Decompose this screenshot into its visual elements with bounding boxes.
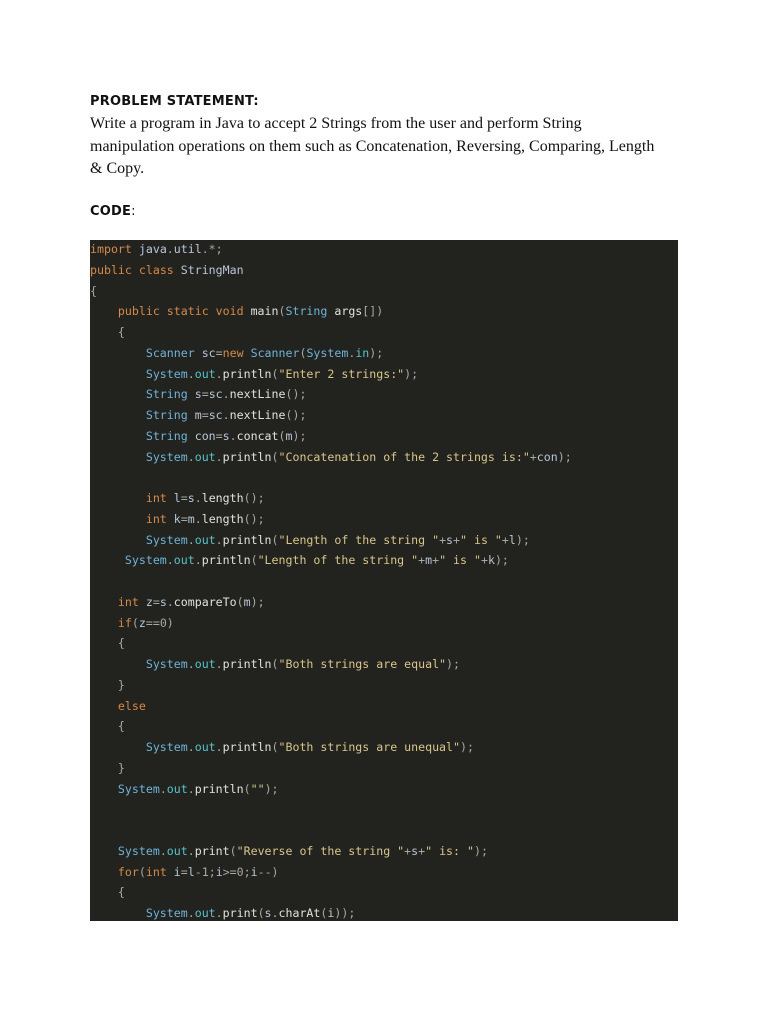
code-line: String m=sc.nextLine(); [145,408,307,422]
code-line: System.out.println("Enter 2 strings:"); [145,366,419,381]
problem-statement-line: Write a program in Java to accept 2 Strings from the user and perform String [90,115,582,132]
code-line: Scanner sc=new Scanner(System.in); [145,345,384,360]
code-line: System.out.println("Both strings are equal"); [145,657,461,671]
problem-statement-line: manipulation operations on them such as Concatenation, Reversing, Comparing, Length [90,137,655,155]
code-line: { [90,283,97,298]
code-line: System.out.println("Both strings are unequal"); [145,740,474,754]
code-line: String s=sc.nextLine(); [145,387,307,402]
code-line: { [117,636,125,651]
code-line: { [117,719,125,734]
problem-statement-heading: PROBLEM STATEMENT: [90,94,259,109]
code-line: int k=m.length(); [145,511,265,526]
code-line: { [117,325,125,339]
code-heading [90,204,136,219]
code-line: public static void main(String args[]) [117,304,384,319]
code-line: System.out.print(s.charAt(i)); [145,906,356,920]
problem-statement-line: & Copy. [90,160,145,177]
code-line: public class StringMan [90,262,244,277]
code-block [90,240,678,921]
code-line: int l=s.length(); [145,491,265,505]
code-line: System.out.println(""); [117,781,279,796]
code-heading-colon: : [131,204,136,219]
code-line: } [117,760,125,775]
code-line: System.out.println("Length of the string "+s+" is "+l); [145,532,530,547]
code-line: import java.util.*; [90,242,223,256]
code-heading-label: CODE [90,204,132,219]
code-line: System.out.println("Concatenation of the 2 strings is:"+con); [145,449,572,464]
code-line: { [117,885,125,900]
code-line: System.out.println("Length of the string "+m+" is "+k); [124,553,509,568]
code-line: int z=s.compareTo(m); [117,594,265,609]
code-line: String con=s.concat(m); [145,428,307,443]
problem-statement-text [90,113,690,181]
code-line: System.out.print("Reverse of the string "+s+" is: "); [117,843,488,858]
code-line: } [117,677,125,692]
code-line: for(int i=l-1;i>=0;i--) [117,864,279,879]
code-line: if(z==0) [117,615,174,630]
code-line: else [117,698,146,713]
